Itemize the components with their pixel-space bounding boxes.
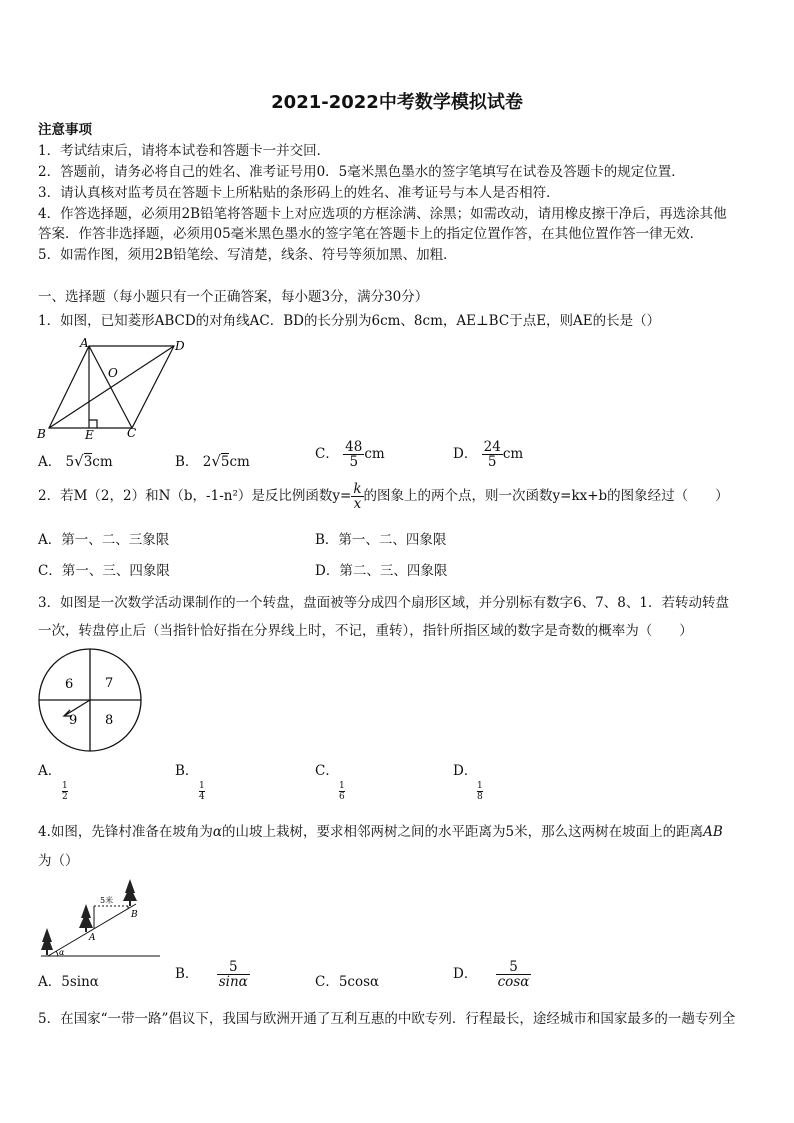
tree-icon xyxy=(41,928,53,955)
tree-icon xyxy=(79,904,93,932)
label-a: A xyxy=(89,933,96,943)
question-4-line1: 4.如图，先锋村准备在坡角为α的山坡上栽树，要求相邻两树之间的水平距离为5米，那么这两树在坡面上的距离AB xyxy=(38,824,723,840)
tree-icon xyxy=(123,879,137,906)
distance-label: 5米 xyxy=(100,896,114,905)
q3-option-d: D． $\frac{1}{8}$ xyxy=(453,763,483,802)
q2-option-a: A．第一、二、三象限 xyxy=(38,532,170,548)
notice-item: 答案．作答非选择题，必须用05毫米黑色墨水的签字笔在答题卡上的指定位置作答，在其他位置作答一律无效． xyxy=(38,226,704,242)
label-b: B xyxy=(131,910,138,920)
notice-item: 5．如需作图，须用2B铅笔绘、写清楚，线条、符号等须加黑、加粗． xyxy=(38,247,457,263)
label-o: O xyxy=(108,366,118,380)
sector-label: 6 xyxy=(65,677,74,692)
label-d: D xyxy=(175,339,185,353)
q1-option-c: C． $\frac{48}{5}$ cm xyxy=(315,439,385,470)
spinner-figure xyxy=(36,648,146,754)
question-3-line2: 一次，转盘停止后（当指针恰好指在分界线上时，不记，重转），指针所指区域的数字是奇数的概率为（ ） xyxy=(38,623,693,639)
question-3-line1: 3．如图是一次数学活动课制作的一个转盘，盘面被等分成四个扇形区域，并分别标有数字6、7、8、1．若转动转盘 xyxy=(38,595,729,611)
sector-label: 8 xyxy=(105,713,114,728)
notice-item: 3．请认真核对监考员在答题卡上所粘贴的条形码上的姓名、准考证号与本人是否相符． xyxy=(38,185,560,201)
question-2-text: 2．若M（2，2）和N（b，-1-n²）是反比例函数y= $\frac{k}{x}$ 的图象上的两个点，则一次函数y=kx+b的图象经过（ ） xyxy=(38,481,729,512)
label-c: C xyxy=(127,426,137,440)
q1-option-d: D． $\frac{24}{5}$ cm xyxy=(453,439,524,470)
q4-option-b: B． $\frac{5}{\sin\alpha}$ xyxy=(175,959,248,990)
label-a: A xyxy=(80,336,89,350)
q4-option-d: D． $\frac{5}{\cos\alpha}$ xyxy=(453,959,530,990)
question-1-text: 1．如图，已知菱形ABCD的对角线AC．BD的长分别为6cm、8cm，AE⊥BC于点E，则AE的长是（） xyxy=(38,313,661,329)
label-alpha: α xyxy=(59,948,65,957)
label-e: E xyxy=(85,428,94,442)
sector-label: 9 xyxy=(69,713,78,728)
page-title: 2021-2022中考数学模拟试卷 xyxy=(271,92,523,113)
q3-option-a: A． $\frac{1}{2}$ xyxy=(38,763,68,802)
sector-label: 7 xyxy=(105,676,114,691)
notice-item: 2．答题前，请务必将自己的姓名、准考证号用0．5毫米黑色墨水的签字笔填写在试卷及答题卡的规定位置． xyxy=(38,164,685,180)
section-heading: 一、选择题（每小题只有一个正确答案，每小题3分，满分30分） xyxy=(38,289,429,305)
label-b: B xyxy=(37,427,46,441)
q2-option-c: C．第一、三、四象限 xyxy=(38,563,170,579)
slope-figure xyxy=(36,876,166,960)
q4-option-a: A．5sinα xyxy=(38,974,99,990)
q3-option-b: B． $\frac{1}{4}$ xyxy=(175,763,205,802)
q1-option-b: B． 2√5cm xyxy=(175,452,250,470)
notice-heading: 注意事项 xyxy=(38,122,92,138)
question-5-text: 5．在国家“一带一路”倡议下，我国与欧洲开通了互利互惠的中欧专列．行程最长，途经城市和国家最多的一趟专列全 xyxy=(38,1011,736,1027)
q2-option-b: B．第一、二、四象限 xyxy=(315,532,447,548)
question-4-line2: 为（） xyxy=(38,853,79,869)
notice-item: 1．考试结束后，请将本试卷和答题卡一并交回． xyxy=(38,143,331,159)
notice-item: 4．作答选择题，必须用2B铅笔将答题卡上对应选项的方框涂满、涂黑；如需改动，请用橡皮擦干净后，再选涂其他 xyxy=(38,206,727,222)
rhombus-figure xyxy=(34,336,194,442)
q2-option-d: D．第二、三、四象限 xyxy=(315,563,448,579)
q1-option-a: A． 5√3cm xyxy=(38,452,113,470)
q4-option-c: C．5cosα xyxy=(315,974,380,990)
q3-option-c: C． $\frac{1}{6}$ xyxy=(315,763,345,802)
